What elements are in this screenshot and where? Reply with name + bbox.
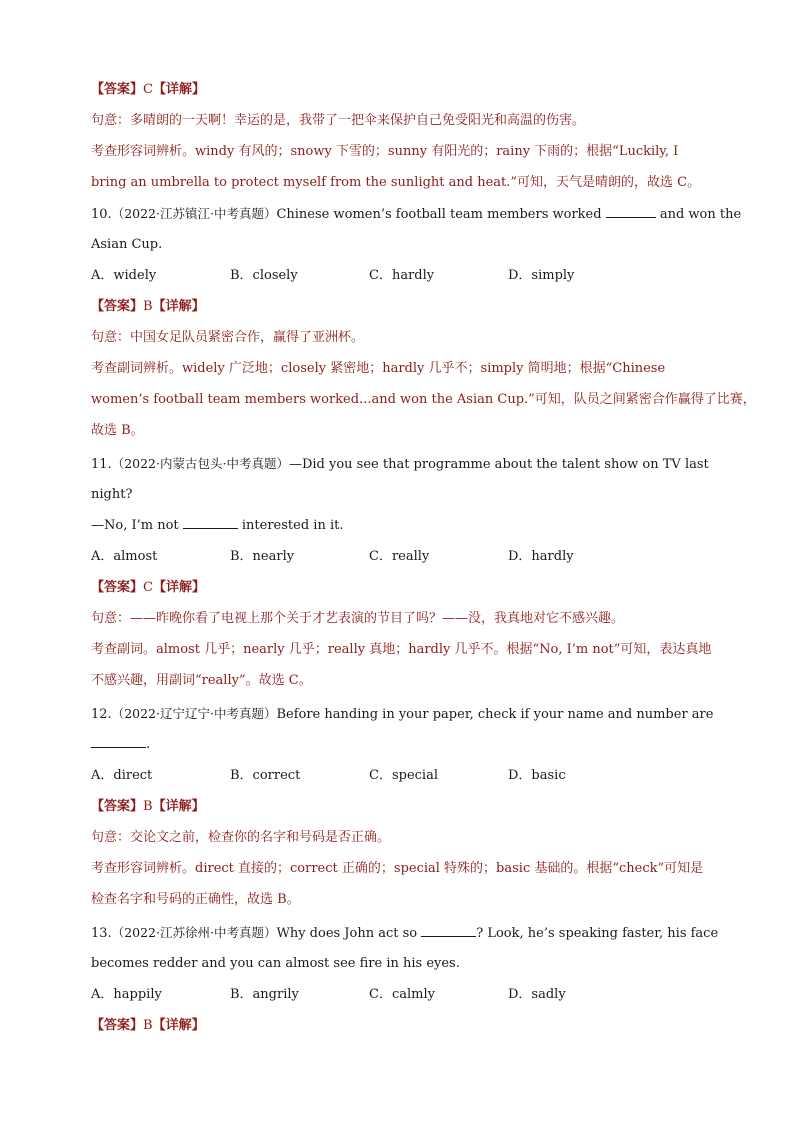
answer-tag: 【答案】 xyxy=(91,82,144,97)
question-line xyxy=(91,448,709,479)
question-line: becomes redder and you can almost see fire in his eyes. xyxy=(91,956,460,971)
detail-tag: 【详解】 xyxy=(152,1018,205,1033)
question-text: and won the xyxy=(655,207,742,222)
answer-value: B xyxy=(143,1018,153,1033)
question-line xyxy=(91,917,718,948)
question-text: —No, I’m not xyxy=(91,518,183,533)
question-line xyxy=(91,729,150,760)
analysis-line: 考查副词。almost 几乎；nearly 几乎；really 真地；hardly 几乎不。根据“No, I’m not”可知，表达真地 xyxy=(91,642,712,657)
option-c: C．hardly xyxy=(369,268,435,283)
option-a: A．almost xyxy=(91,549,158,564)
question-line: Asian Cup. xyxy=(91,237,163,252)
options-row xyxy=(91,541,574,572)
analysis-line: 考查形容词辨析。direct 直接的；correct 正确的；special 特殊的；basic 基础的。根据“check”可知是 xyxy=(91,861,704,876)
question-line xyxy=(91,698,713,729)
option-d: D．simply xyxy=(508,268,575,283)
question-text: Why does John act so xyxy=(276,926,422,941)
question-line: night? xyxy=(91,487,133,502)
answer-tag: 【答案】 xyxy=(91,299,144,314)
answer-value: B xyxy=(143,799,153,814)
answer-line xyxy=(91,1010,205,1041)
option-a: A．direct xyxy=(91,768,153,783)
question-text: Before handing in your paper, check if your name and number are xyxy=(276,707,714,722)
option-a: A．happily xyxy=(91,987,162,1002)
answer-line xyxy=(91,791,205,822)
analysis-line: 考查副词辨析。widely 广泛地；closely 紧密地；hardly 几乎不；simply 简明地；根据“Chinese xyxy=(91,361,666,376)
question-source: （2022·内蒙古包头·中考真题） xyxy=(111,456,289,471)
meaning-line: 句意：中国女足队员紧密合作，赢得了亚洲杯。 xyxy=(91,330,365,345)
question-text: —Did you see that programme about the talent show on TV last xyxy=(288,457,709,472)
option-c: C．calmly xyxy=(369,987,435,1002)
answer-blank xyxy=(91,735,146,748)
question-source: （2022·辽宁辽宁·中考真题） xyxy=(111,706,277,721)
answer-value: B xyxy=(143,299,153,314)
options-row xyxy=(91,260,574,291)
analysis-line: women’s football team members worked...and won the Asian Cup.”可知，队员之间紧密合作赢得了比赛， xyxy=(91,392,756,407)
question-line xyxy=(91,198,741,229)
option-c: C．really xyxy=(369,549,430,564)
answer-tag: 【答案】 xyxy=(91,1018,144,1033)
question-number: 13. xyxy=(91,926,112,941)
detail-tag: 【详解】 xyxy=(152,82,205,97)
analysis-line: bring an umbrella to protect myself from the sunlight and heat.”可知，天气是晴朗的，故选 C。 xyxy=(91,175,701,190)
question-number: 11. xyxy=(91,457,112,472)
option-d: D．basic xyxy=(508,768,566,783)
option-a: A．widely xyxy=(91,268,157,283)
question-line xyxy=(91,510,343,541)
answer-blank xyxy=(606,205,656,218)
option-b: B．nearly xyxy=(230,549,295,564)
detail-tag: 【详解】 xyxy=(152,799,205,814)
analysis-line: 不感兴趣，用副词“really”。故选 C。 xyxy=(91,673,312,688)
answer-tag: 【答案】 xyxy=(91,580,144,595)
question-source: （2022·江苏镇江·中考真题） xyxy=(111,206,277,221)
meaning-line: 句意：交论文之前，检查你的名字和号码是否正确。 xyxy=(91,830,391,845)
answer-value: C xyxy=(143,580,153,595)
analysis-line: 故选 B。 xyxy=(91,423,144,438)
question-text: . xyxy=(146,737,151,752)
question-text: interested in it. xyxy=(237,518,344,533)
answer-tag: 【答案】 xyxy=(91,799,144,814)
options-row xyxy=(91,760,566,791)
analysis-line: 检查名字和号码的正确性，故选 B。 xyxy=(91,892,300,907)
answer-value: C xyxy=(143,82,153,97)
detail-tag: 【详解】 xyxy=(152,299,205,314)
question-number: 12. xyxy=(91,707,112,722)
option-b: B．angrily xyxy=(230,987,299,1002)
question-number: 10. xyxy=(91,207,112,222)
meaning-line: 句意：多晴朗的一天啊！幸运的是，我带了一把伞来保护自己免受阳光和高温的伤害。 xyxy=(91,113,586,128)
option-d: D．sadly xyxy=(508,987,566,1002)
options-row xyxy=(91,979,566,1010)
question-text: ? Look, he’s speaking faster, his face xyxy=(476,926,719,941)
answer-blank xyxy=(183,516,238,529)
analysis-line: 考查形容词辨析。windy 有风的；snowy 下雪的；sunny 有阳光的；rainy 下雨的；根据“Luckily, I xyxy=(91,144,679,159)
option-d: D．hardly xyxy=(508,549,574,564)
meaning-line: 句意：——昨晚你看了电视上那个关于才艺表演的节目了吗？——没，我真地对它不感兴趣。 xyxy=(91,611,625,626)
question-source: （2022·江苏徐州·中考真题） xyxy=(111,925,277,940)
detail-tag: 【详解】 xyxy=(152,580,205,595)
option-b: B．correct xyxy=(230,768,301,783)
answer-line xyxy=(91,572,205,603)
option-b: B．closely xyxy=(230,268,298,283)
question-text: Chinese women’s football team members worked xyxy=(276,207,606,222)
answer-line xyxy=(91,74,205,105)
answer-blank xyxy=(421,924,476,937)
answer-line xyxy=(91,291,205,322)
option-c: C．special xyxy=(369,768,438,783)
